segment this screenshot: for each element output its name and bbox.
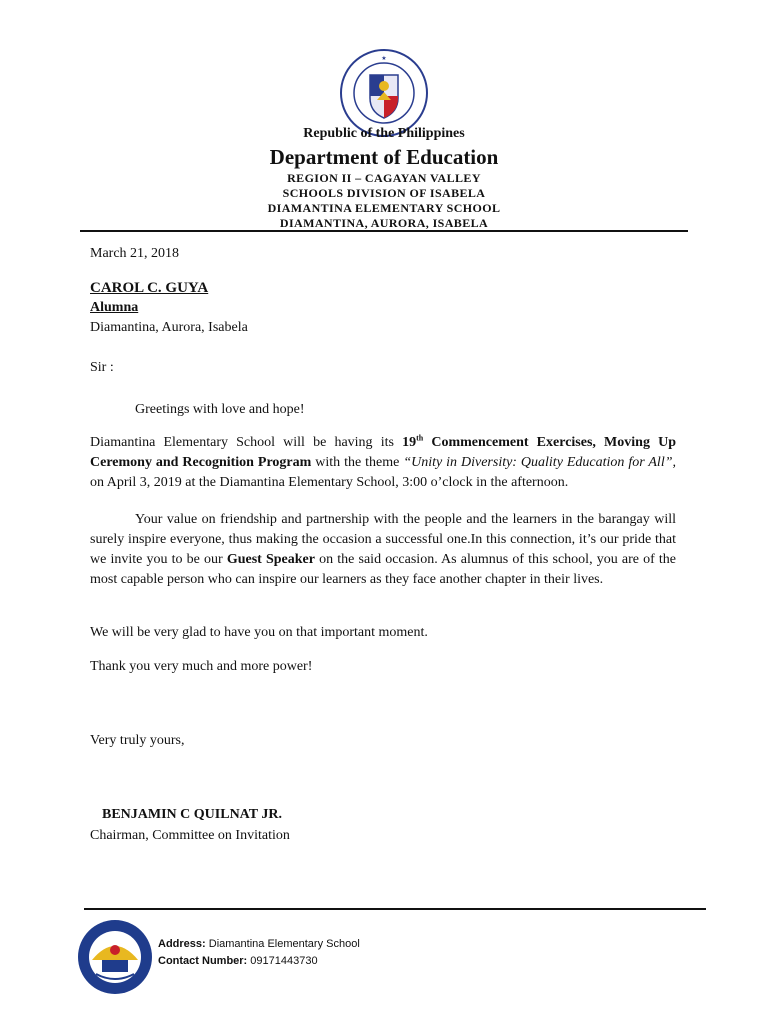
salutation: Sir : — [90, 360, 114, 375]
school-logo — [76, 918, 154, 996]
footer-divider — [84, 908, 706, 910]
deped-seal-logo — [339, 48, 429, 138]
division-line: SCHOOLS DIVISION OF ISABELA — [282, 186, 486, 200]
paragraph-invitation: Diamantina Elementary School will be having its 19th Commencement Exercises, Moving Up Ceremony and Recognition Program with the theme “Unity in Diversity: Quality Education for All”, on April 3, 2019 at the Diamantina Elementary School, 3:00 o’clock in the afternoon. — [90, 433, 677, 490]
region-line: REGION II – CAGAYAN VALLEY — [287, 171, 481, 185]
signatory-title: Chairman, Committee on Invitation — [90, 828, 290, 843]
footer-contact: Contact Number: 09171443730 — [158, 955, 318, 967]
paragraph-thanks: Thank you very much and more power! — [90, 659, 313, 674]
header-divider — [80, 230, 688, 232]
school-line: DIAMANTINA ELEMENTARY SCHOOL — [267, 201, 501, 215]
department-title: Department of Education — [269, 145, 499, 169]
recipient-name: CAROL C. GUYA — [90, 280, 209, 296]
recipient-title: Alumna — [90, 300, 139, 315]
recipient-address: Diamantina, Aurora, Isabela — [90, 320, 248, 335]
letter-date: March 21, 2018 — [90, 246, 180, 261]
paragraph-glad: We will be very glad to have you on that important moment. — [90, 625, 428, 640]
footer-address: Address: Diamantina Elementary School — [158, 938, 360, 950]
paragraph-value: Your value on friendship and partnership with the people and the learners in the barangay will surely inspire everyone, thus making the occasion a successful one.In this connection, it’s our pride that we invite you to be our Guest Speaker on the said occasion. As alumnus of this school, you are of the most capable person who can inspire our learners as they face another chapter in their lives. — [90, 512, 676, 587]
closing-line: Very truly yours, — [90, 733, 185, 748]
location-line: DIAMANTINA, AURORA, ISABELA — [279, 216, 489, 230]
signatory-name: BENJAMIN C QUILNAT JR. — [102, 807, 282, 822]
svg-text:★: ★ — [381, 55, 387, 62]
greeting-line: Greetings with love and hope! — [135, 402, 305, 417]
republic-line: Republic of the Philippines — [303, 126, 465, 141]
